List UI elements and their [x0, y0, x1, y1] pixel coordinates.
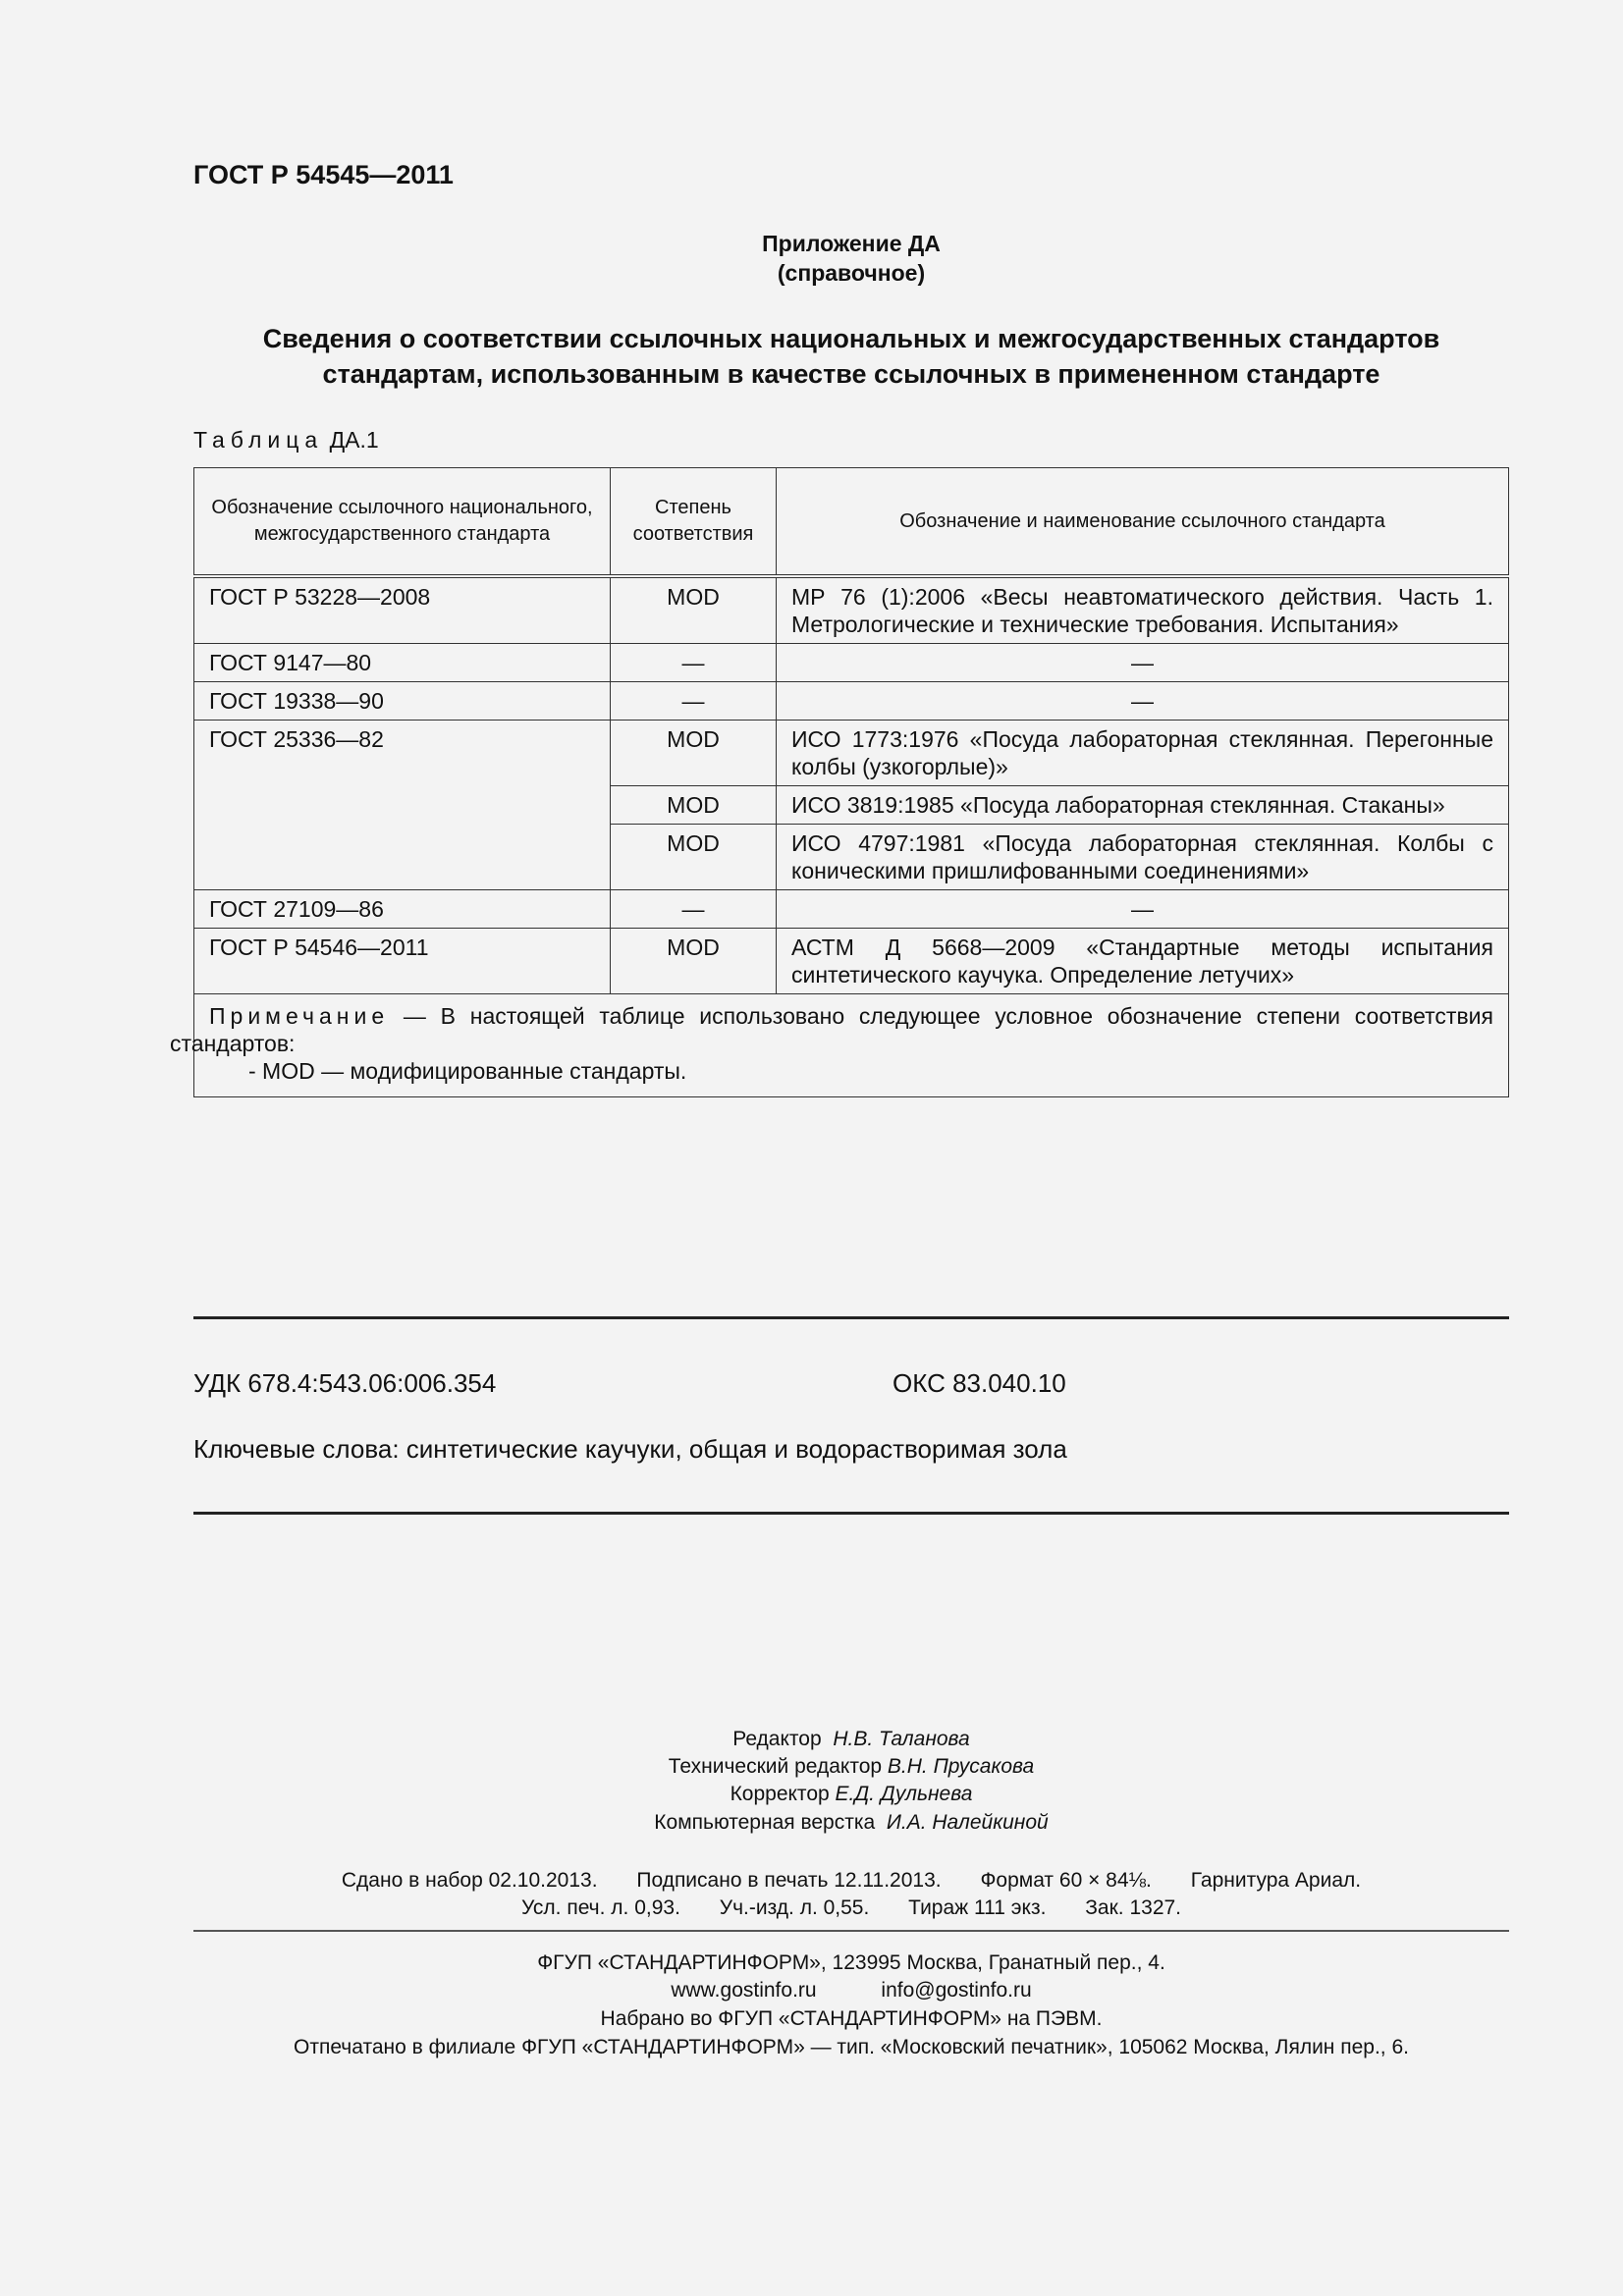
cell-reference: — [777, 644, 1509, 682]
reference-standards-table [170, 467, 1509, 1097]
print-format: Формат 60 × 84⅛. [980, 1869, 1152, 1892]
cell-reference: ИСО 3819:1985 «Посуда лабораторная стеклянная. Стаканы» [777, 786, 1509, 825]
publisher-typeset-note: Набрано во ФГУП «СТАНДАРТИНФОРМ» на ПЭВМ. [600, 2007, 1103, 2030]
cell-reference: — [777, 682, 1509, 721]
table-row [194, 890, 1509, 929]
cell-degree: MOD [611, 786, 777, 825]
note-item: - MOD — модифицированные стандарты. [248, 1058, 687, 1084]
cell-degree: — [611, 644, 777, 682]
publisher-contacts [193, 1979, 1509, 2002]
table-note-row [194, 994, 1509, 1097]
cell-reference: МР 76 (1):2006 «Весы неавтоматического действия. Часть 1. Метрологические и технические требования. Испытания» [777, 576, 1509, 644]
divider-bottom [193, 1930, 1509, 1932]
publisher-website: www.gostinfo.ru [671, 1979, 817, 2002]
cell-standard: ГОСТ Р 53228—2008 [194, 576, 611, 644]
oks-code: ОКС 83.040.10 [893, 1368, 1066, 1398]
table-label-prefix: Таблица [193, 427, 324, 453]
table-row [194, 644, 1509, 682]
publisher-email: info@gostinfo.ru [881, 1979, 1032, 2002]
credit-tech-editor [193, 1755, 1509, 1779]
print-signed: Подписано в печать 12.11.2013. [636, 1869, 942, 1892]
publisher-print-note: Отпечатано в филиале ФГУП «СТАНДАРТИНФОРМ» — тип. «Московский печатник», 105062 Москва, Лялин пер., 6. [294, 2036, 1409, 2058]
cell-reference: ИСО 1773:1976 «Посуда лабораторная стеклянная. Перегонные колбы (узкогорлые)» [777, 721, 1509, 786]
table-row [194, 682, 1509, 721]
cell-degree: — [611, 890, 777, 929]
layout-label: Компьютерная верстка [654, 1811, 876, 1834]
cell-degree: MOD [611, 929, 777, 994]
keywords: Ключевые слова: синтетические каучуки, общая и водорастворимая зола [193, 1434, 1067, 1464]
layout-name: И.А. Налейкиной [886, 1811, 1049, 1834]
cell-degree: MOD [611, 721, 777, 786]
cell-standard: ГОСТ 25336—82 [194, 721, 611, 890]
credit-layout [193, 1811, 1509, 1835]
cell-degree: MOD [611, 576, 777, 644]
credit-proofreader [193, 1783, 1509, 1806]
print-submitted: Сдано в набор 02.10.2013. [341, 1869, 598, 1892]
column-header-standard: Обозначение ссылочного национального, межгосударственного стандарта [194, 468, 611, 577]
cell-degree: — [611, 682, 777, 721]
table-row [194, 929, 1509, 994]
cell-degree: MOD [611, 825, 777, 890]
print-typeface: Гарнитура Ариал. [1190, 1869, 1362, 1892]
cell-reference: АСТМ Д 5668—2009 «Стандартные методы испытания синтетического каучука. Определение летучих» [777, 929, 1509, 994]
cell-standard: ГОСТ 9147—80 [194, 644, 611, 682]
section-title-line-1: Сведения о соответствии ссылочных национальных и межгосударственных стандартов [262, 324, 1440, 353]
cell-reference: ИСО 4797:1981 «Посуда лабораторная стеклянная. Колбы с коническими пришлифованными соединениями» [777, 825, 1509, 890]
table-note [170, 994, 1509, 1097]
cell-standard: ГОСТ 19338—90 [194, 682, 611, 721]
proofreader-name: Е.Д. Дульнева [835, 1783, 973, 1805]
cell-standard: ГОСТ 27109—86 [194, 890, 611, 929]
table-label-number: ДА.1 [329, 427, 379, 453]
note-paragraph [170, 1002, 1493, 1057]
appendix-title: Приложение ДА [762, 231, 941, 256]
print-info-line-1 [193, 1869, 1509, 1893]
udk-code: УДК 678.4:543.06:006.354 [193, 1368, 497, 1398]
cell-reference: — [777, 890, 1509, 929]
tech-editor-name: В.Н. Прусакова [887, 1755, 1035, 1778]
table-row [194, 721, 1509, 786]
proofreader-label: Корректор [730, 1783, 830, 1805]
tech-editor-label: Технический редактор [668, 1755, 883, 1778]
section-title [193, 321, 1509, 392]
credit-editor [193, 1728, 1509, 1751]
print-order: Зак. 1327. [1085, 1896, 1182, 1919]
divider-top [193, 1316, 1509, 1319]
section-title-line-2: стандартам, использованным в качестве ссылочных в примененном стандарте [322, 359, 1380, 389]
table-header-row [194, 468, 1509, 577]
print-info-line-2 [193, 1896, 1509, 1920]
table-label [193, 427, 379, 454]
editor-name: Н.В. Таланова [833, 1728, 970, 1750]
note-label: Примечание [209, 1003, 390, 1029]
print-sheets: Усл. печ. л. 0,93. [520, 1896, 680, 1919]
divider-middle [193, 1512, 1509, 1515]
document-id: ГОСТ Р 54545—2011 [193, 160, 454, 189]
cell-standard: ГОСТ Р 54546—2011 [194, 929, 611, 994]
column-header-reference: Обозначение и наименование ссылочного стандарта [777, 468, 1509, 577]
appendix-type: (справочное) [777, 260, 926, 286]
column-header-degree: Степень соответствия [611, 468, 777, 577]
print-pub-sheets: Уч.-изд. л. 0,55. [719, 1896, 870, 1919]
editor-label: Редактор [732, 1728, 822, 1750]
note-text: — В настоящей таблице использовано следующее условное обозначение степени соответствия стандартов: [170, 1003, 1493, 1056]
print-run: Тираж 111 экз. [908, 1896, 1047, 1919]
publisher-address: ФГУП «СТАНДАРТИНФОРМ», 123995 Москва, Гранатный пер., 4. [537, 1951, 1165, 1974]
table-row [194, 576, 1509, 644]
